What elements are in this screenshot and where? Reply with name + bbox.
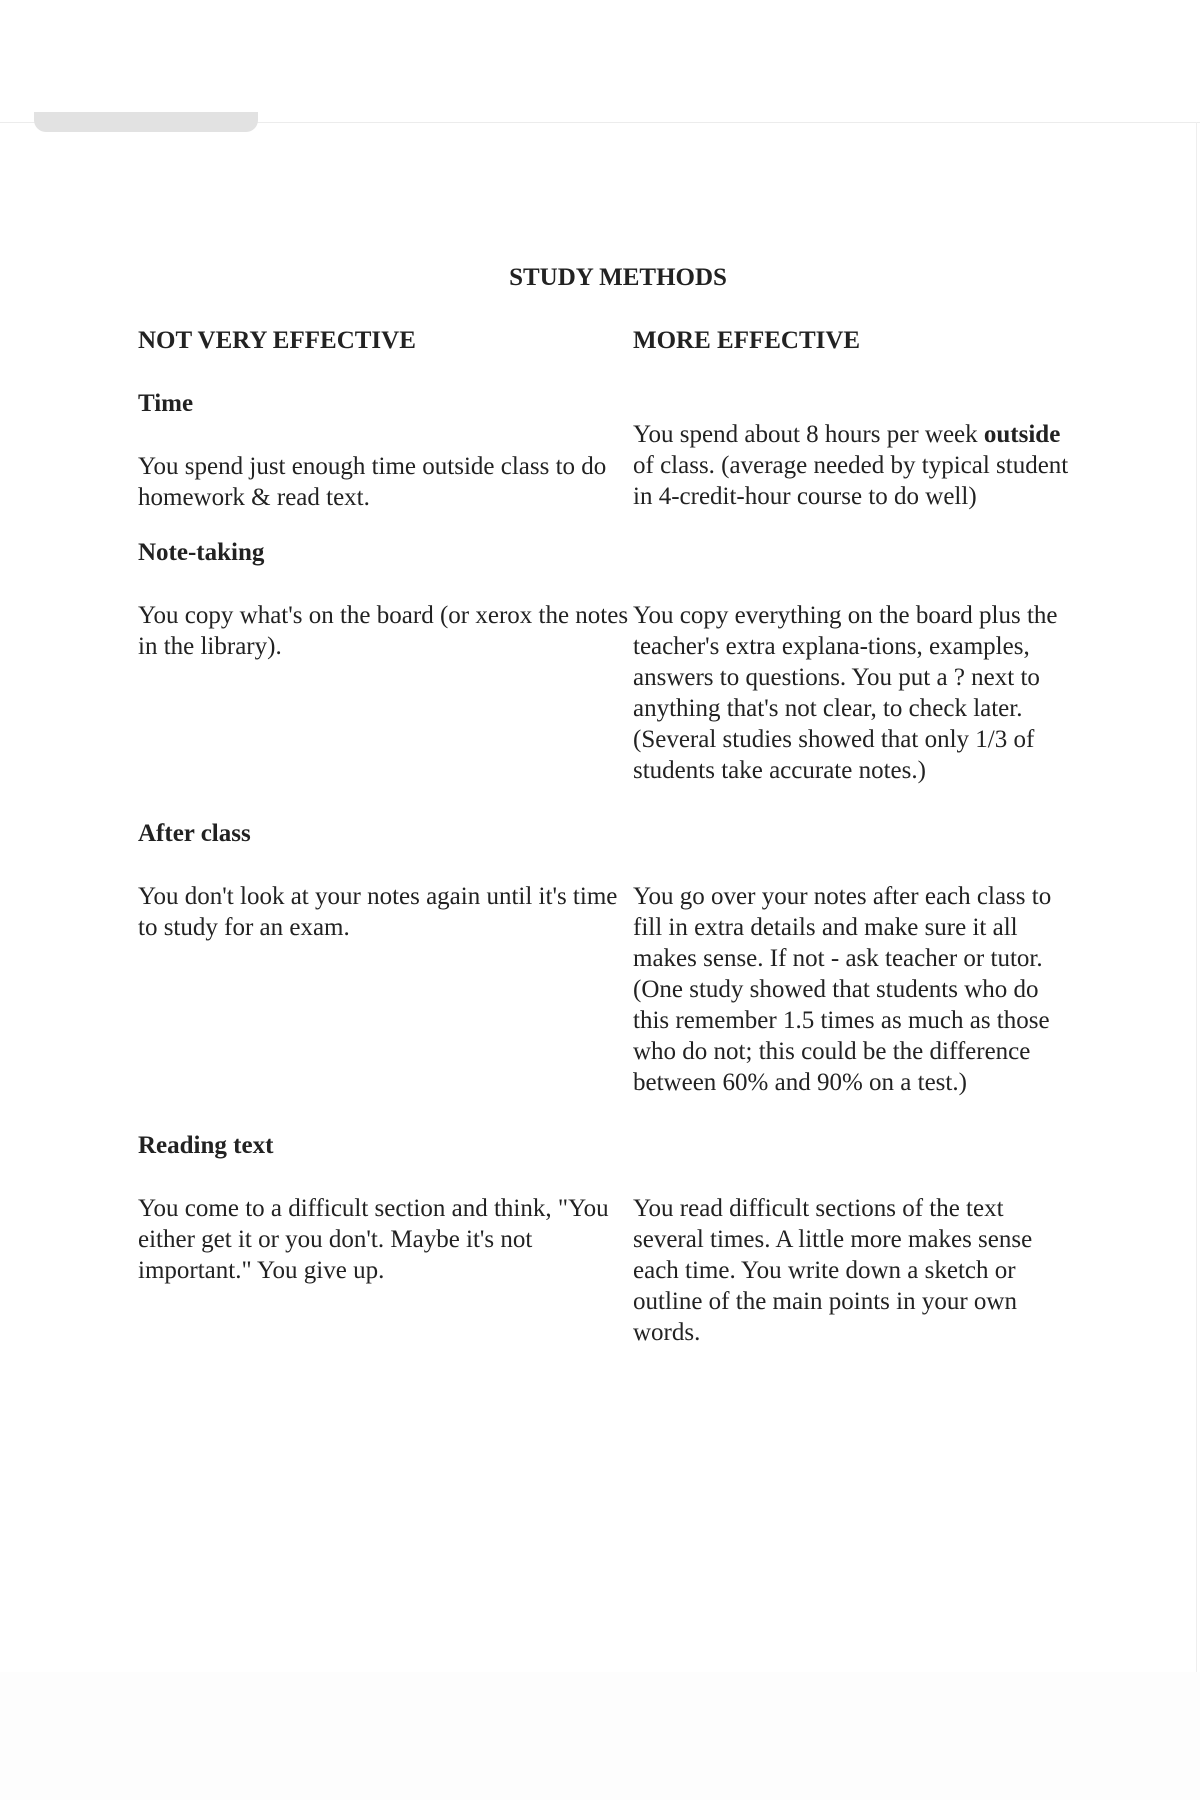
left-text: You copy what's on the board (or xerox the notes in the library). bbox=[138, 602, 629, 660]
left-text: You spend just enough time outside class to do homework & read text. bbox=[138, 453, 607, 511]
section-reading-text bbox=[138, 1130, 1078, 1348]
document-page bbox=[138, 262, 1078, 1348]
page-edge bbox=[1196, 122, 1197, 1672]
emphasis-outside: outside bbox=[983, 421, 1061, 448]
section-after-class bbox=[138, 818, 1078, 1098]
right-text: You copy everything on the board plus the teacher's extra explana-tions, examples, answers to questions. You put a ? next to anything that's not clear, to check later. (Several studies showed that only 1/3 of students take accurate notes.) bbox=[633, 602, 1058, 784]
right-text: You go over your notes after each class to fill in extra details and make sure it all makes sense. If not - ask teacher or tutor. (One study showed that students who do this remember 1.5 times as much as those who do not; this could be the difference between 60% and 90% on a test.) bbox=[633, 883, 1052, 1096]
section-label: After class bbox=[138, 820, 251, 847]
section-label: Note-taking bbox=[138, 539, 265, 566]
section-label: Reading text bbox=[138, 1132, 274, 1159]
section-note-taking bbox=[138, 537, 1078, 786]
document-title: STUDY METHODS bbox=[509, 264, 727, 291]
column-headers bbox=[138, 325, 1078, 388]
page-bottom-area bbox=[0, 1672, 1200, 1800]
right-text: You read difficult sections of the text several times. A little more makes sense each time. You write down a sketch or outline of the main points in your own words. bbox=[633, 1195, 1033, 1346]
left-text: You don't look at your notes again until it's time to study for an exam. bbox=[138, 883, 618, 941]
toolbar-tab[interactable] bbox=[34, 112, 258, 132]
section-time bbox=[138, 388, 1078, 513]
col-right-header: MORE EFFECTIVE bbox=[633, 327, 861, 354]
col-left-header: NOT VERY EFFECTIVE bbox=[138, 327, 416, 354]
viewer-top-bar bbox=[0, 0, 1200, 123]
left-text: You come to a difficult section and think, "You either get it or you don't. Maybe it's not important." You give up. bbox=[138, 1195, 609, 1284]
right-text: You spend about 8 hours per week outside of class. (average needed by typical student in 4-credit-hour course to do well) bbox=[633, 421, 1069, 510]
section-label: Time bbox=[138, 390, 194, 417]
